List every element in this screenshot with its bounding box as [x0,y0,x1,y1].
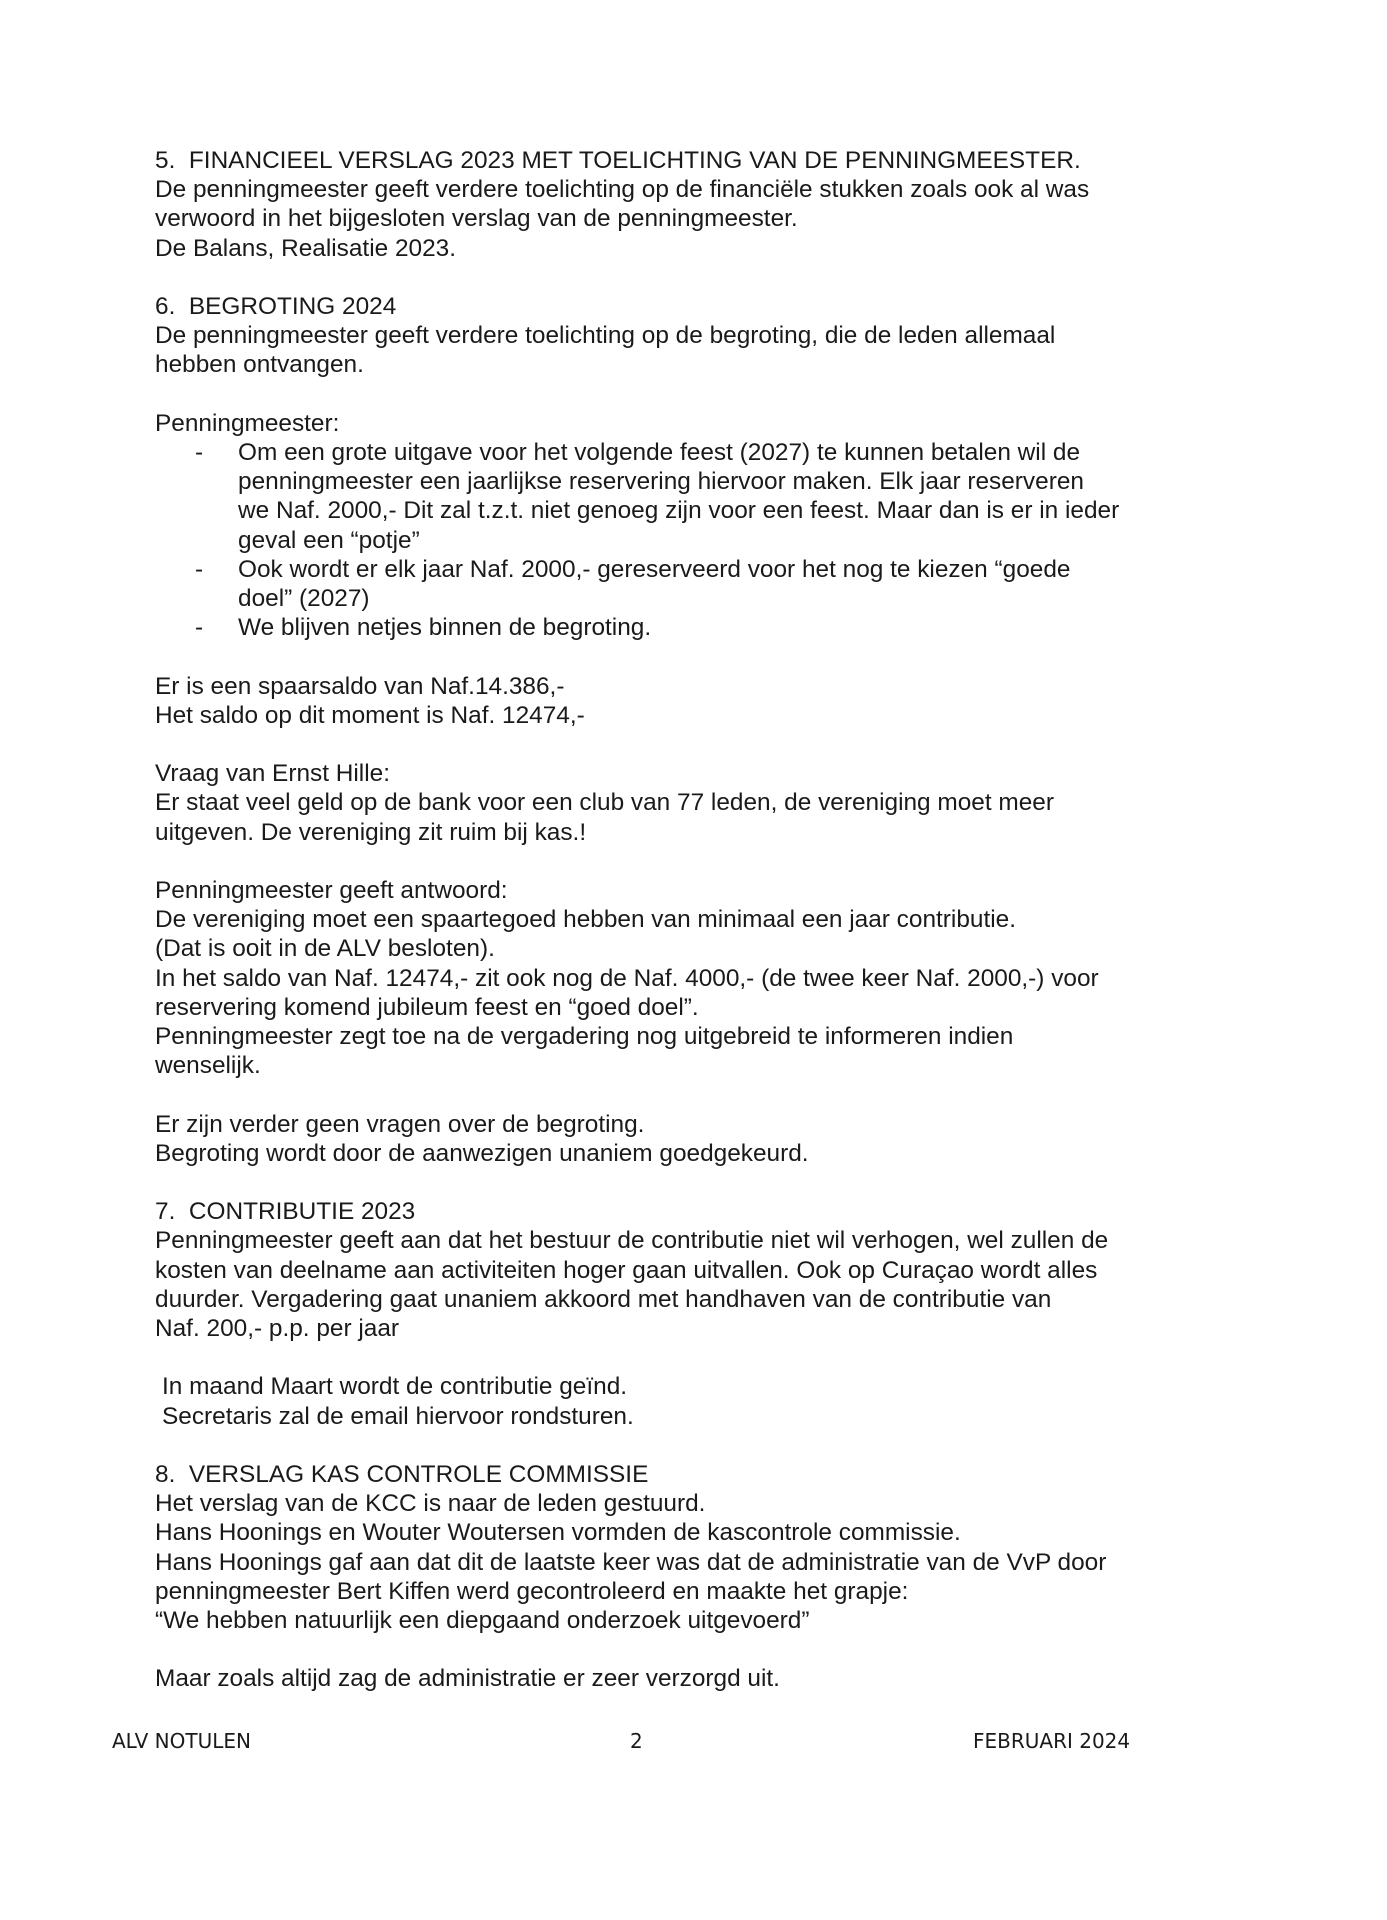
paragraph-line: De Balans, Realisatie 2023. [155,234,457,262]
list-item-line: Ook wordt er elk jaar Naf. 2000,- gereserveerd voor het nog te kiezen “goede [238,555,1071,583]
section-heading: 8. VERSLAG KAS CONTROLE COMMISSIE [155,1461,649,1488]
paragraph-line: penningmeester Bert Kiffen werd gecontroleerd en maakte het grapje: [155,1577,909,1605]
paragraph-line: hebben ontvangen. [155,351,364,379]
section-financieel-verslag [155,146,1195,263]
section-kas-controle [155,1460,1195,1694]
paragraph-line: De penningmeester geeft verdere toelichting op de financiële stukken zoals ook al was [155,176,1090,204]
paragraph-line: verwoord in het bijgesloten verslag van de penningmeester. [155,205,798,233]
section-heading: 5. FINANCIEEL VERSLAG 2023 MET TOELICHTING VAN DE PENNINGMEESTER. [155,147,1081,174]
penningmeester-label: Penningmeester: [155,409,340,437]
page-content [155,146,1195,1694]
list-item-line: doel” (2027) [238,585,370,613]
section-heading: 7. CONTRIBUTIE 2023 [155,1198,416,1226]
paragraph-line: De penningmeester geeft verdere toelichting op de begroting, die de leden allemaal [155,322,1056,350]
paragraph-line: kosten van deelname aan activiteiten hoger gaan uitvallen. Ook op Curaçao wordt alles [155,1256,1098,1284]
section-contributie [155,1197,1195,1431]
paragraph-line: “We hebben natuurlijk een diepgaand onderzoek uitgevoerd” [155,1607,810,1635]
closing-line: Maar zoals altijd zag de administratie er zeer verzorgd uit. [155,1665,780,1693]
antwoord-line: In het saldo van Naf. 12474,- zit ook nog de Naf. 4000,- (de twee keer Naf. 2000,-) voor [155,964,1099,992]
paragraph-line: Secretaris zal de email hiervoor rondsturen. [162,1402,634,1430]
vraag-line: uitgeven. De vereniging zit ruim bij kas.! [155,818,587,846]
paragraph-line: duurder. Vergadering gaat unaniem akkoord met handhaven van de contributie van [155,1285,1052,1313]
list-item [155,613,1195,642]
vraag-line: Er staat veel geld op de bank voor een club van 77 leden, de vereniging moet meer [155,789,1054,817]
paragraph-line: Naf. 200,- p.p. per jaar [155,1315,400,1343]
bullet-dash: - [195,614,204,642]
bullet-dash: - [195,439,204,466]
paragraph-line: Penningmeester geeft aan dat het bestuur de contributie niet wil verhogen, wel zullen de [155,1227,1109,1255]
antwoord-line: Penningmeester zegt toe na de vergadering nog uitgebreid te informeren indien [155,1023,1014,1051]
paragraph-line: In maand Maart wordt de contributie geïnd. [162,1373,628,1401]
paragraph-line: Er zijn verder geen vragen over de begroting. [155,1110,645,1138]
list-item-line: Om een grote uitgave voor het volgende feest (2027) te kunnen betalen wil de [238,439,1081,466]
footer-date: FEBRUARI 2024 [973,1729,1131,1753]
list-item-line: penningmeester een jaarlijkse reservering hiervoor maken. Elk jaar reserveren [238,468,1084,496]
list-item-line: we Naf. 2000,- Dit zal t.z.t. niet genoeg zijn voor een feest. Maar dan is er in ieder [238,497,1120,525]
list-item [155,555,1195,613]
paragraph-line: Hans Hoonings gaf aan dat dit de laatste keer was dat de administratie van de VvP door [155,1548,1107,1576]
antwoord-line: wenselijk. [155,1052,261,1080]
page-number: 2 [630,1729,643,1753]
saldo-line: Er is een spaarsaldo van Naf.14.386,- [155,672,565,700]
section-begroting [155,292,1195,1168]
footer-title: ALV NOTULEN [112,1729,251,1753]
paragraph-line: Het verslag van de KCC is naar de leden gestuurd. [155,1490,706,1518]
section-heading: 6. BEGROTING 2024 [155,293,397,320]
list-item-line: geval een “potje” [238,526,420,554]
vraag-line: Vraag van Ernst Hille: [155,760,390,788]
paragraph-line: Begroting wordt door de aanwezigen unaniem goedgekeurd. [155,1139,809,1167]
antwoord-line: reservering komend jubileum feest en “goed doel”. [155,993,699,1021]
bullet-list [155,438,1195,642]
antwoord-line: Penningmeester geeft antwoord: [155,877,508,904]
list-item-line: We blijven netjes binnen de begroting. [238,614,652,642]
saldo-line: Het saldo op dit moment is Naf. 12474,- [155,701,585,729]
paragraph-line: Hans Hoonings en Wouter Woutersen vormden de kascontrole commissie. [155,1519,961,1547]
antwoord-line: (Dat is ooit in de ALV besloten). [155,935,495,963]
list-item [155,438,1195,555]
bullet-dash: - [195,555,204,583]
antwoord-line: De vereniging moet een spaartegoed hebben van minimaal een jaar contributie. [155,906,1016,934]
